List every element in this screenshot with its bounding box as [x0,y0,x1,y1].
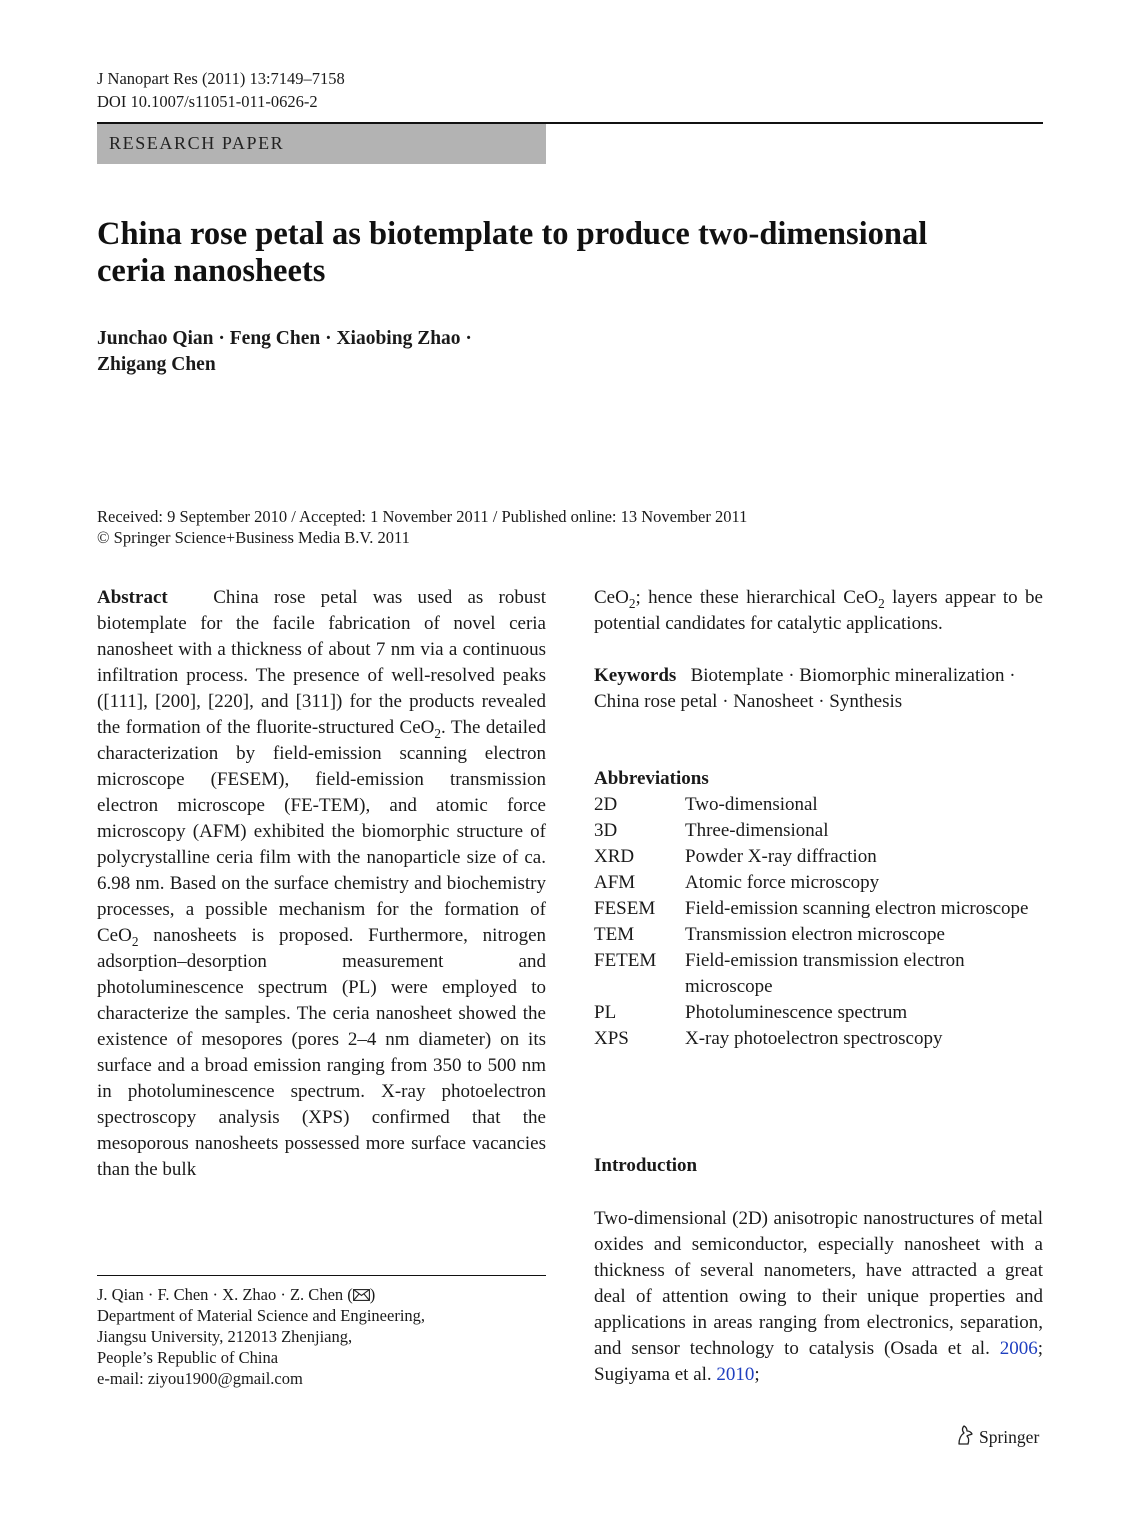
abbrev-term: 3D [594,820,618,841]
abbrev-definition: Powder X-ray diffraction [685,846,877,867]
abbrev-term: 2D [594,794,618,815]
abbrev-term: XRD [594,846,635,867]
abstract-cont-2: ; hence these hierarchical CeO [635,587,879,608]
section-label: RESEARCH PAPER [109,133,285,153]
abbrev-definition: Field-emission transmission electron microscope [685,950,965,997]
envelope-icon [353,1285,370,1304]
abstract-text-1: China rose petal was used as robust biotemplate for the facile fabrication of novel ceria nanosheet with a thickness of about 7 nm via a continuous infiltration process. The presence of well-resolved peaks ([111], [200], [220], and [311]) for the products revealed the formation of the fluorite-structured CeO [97,587,546,738]
abbrev-row [594,1026,1043,1052]
affiliation-authors: J. Qian · F. Chen · X. Zhao · Z. Chen ( ) [97,1285,376,1304]
abbrev-definition: Three-dimensional [685,820,829,841]
abbrev-row [594,896,1043,922]
affiliation-department: Department of Material Science and Engineering, [97,1306,426,1325]
abstract-continuation [594,585,1043,637]
abstract-cont-3: layers appear to be potential candidates for catalytic applications. [594,587,1043,634]
affiliation-university: Jiangsu University, 212013 Zhenjiang, [97,1327,353,1346]
abstract-cont-sub-2: 2 [878,595,885,611]
abbrev-definition: Transmission electron microscope [685,924,945,945]
abstract-cont-1: CeO [594,587,629,608]
abstract-text-2: . The detailed characterization by field-emission scanning electron microscope (FESEM), field-emission transmission electron microscope (FE-TEM), and atomic force microscopy (AFM) exhibited the biomorphic structure of polycrystalline ceria film with the nanoparticle size of ca. 6.98 nm. Based on the surface chemistry and biochemistry processes, a possible mechanism for the formation of CeO [97,717,546,946]
history-dates: Received: 9 September 2010 / Accepted: 1 November 2011 / Published online: 13 November 2011 [97,507,748,526]
springer-horse-icon [955,1424,979,1451]
abbrev-term: AFM [594,872,636,893]
abbrev-row [594,818,1043,844]
abstract [97,585,546,1183]
intro-body: Two-dimensional (2D) anisotropic nanostructures of metal oxides and semiconductor, especially nanosheet with a thickness of several nanometers, have attracted a great deal of attention owing to their unique properties and applications in areas ranging from electronics, separation, and sensor technology to catalysis (Osada et al. [594,1208,1043,1359]
abbrev-row [594,922,1043,948]
intro-mid: ; Sugiyama et al. [594,1338,1043,1385]
abbrev-row [594,844,1043,870]
abstract-sub-1: 2 [434,725,442,741]
authors-line-1: Junchao Qian · Feng Chen · Xiaobing Zhao · [97,328,472,349]
abbreviations-heading: Abbreviations [594,768,709,789]
publisher-logo [955,1424,1039,1451]
citation-link[interactable]: 2010 [716,1364,755,1385]
abbrev-row [594,1000,1043,1026]
abbrev-row [594,870,1043,896]
authors-line-2: Zhigang Chen [97,354,216,375]
abbrev-term: TEM [594,924,635,945]
title-line-1: China rose petal as biotemplate to produce two-dimensional [97,216,928,252]
section-banner [97,124,546,164]
abstract-label: Abstract [97,587,168,608]
introduction-text [594,1206,1043,1388]
affiliation-email[interactable]: e-mail: ziyou1900@gmail.com [97,1369,303,1388]
abbrev-definition: Atomic force microscopy [685,872,880,893]
keywords-text: Biotemplate · Biomorphic mineralization · China rose petal · Nanosheet · Synthesis [594,665,1016,712]
footnote-rule [97,1275,546,1276]
abbrev-term: FESEM [594,898,656,919]
doi: DOI 10.1007/s11051-011-0626-2 [97,92,318,111]
journal-citation: J Nanopart Res (2011) 13:7149–7158 [97,69,345,88]
abstract-text-3: nanosheets is proposed. Furthermore, nitrogen adsorption–desorption measurement and photoluminescence spectrum (PL) were employed to characterize the samples. The ceria nanosheet showed the existence of mesopores (pores 2–4 nm diameter) on its surface and a broad emission ranging from 350 to 500 nm in photoluminescence spectrum. X-ray photoelectron spectroscopy analysis (XPS) confirmed that the mesoporous nanosheets possessed more surface vacancies than the bulk [97,925,546,1180]
title-line-2: ceria nanosheets [97,253,326,289]
journal-header [97,67,345,113]
abbrev-row [594,792,1043,818]
abstract-cont-sub-1: 2 [628,595,636,611]
introduction-heading: Introduction [594,1155,698,1176]
abbrev-definition: X-ray photoelectron spectroscopy [685,1028,943,1049]
abbrev-definition: Two-dimensional [685,794,818,815]
keywords-label: Keywords [594,665,677,686]
abbrev-term: FETEM [594,950,657,971]
citation-link[interactable]: 2006 [999,1338,1038,1359]
intro-end: ; [754,1364,760,1385]
copyright: © Springer Science+Business Media B.V. 2011 [97,528,410,547]
abbrev-definition: Field-emission scanning electron microscope [685,898,1029,919]
abstract-sub-2: 2 [131,933,139,949]
abbrev-row [594,948,1043,1000]
abbrev-term: PL [594,1002,617,1023]
author-list [97,326,472,378]
publisher-name: Springer [979,1427,1040,1447]
keywords [594,663,1043,715]
abbrev-term: XPS [594,1028,629,1049]
affiliation [97,1284,425,1389]
publication-history [97,506,747,548]
affiliation-country: People’s Republic of China [97,1348,279,1367]
paper-title [97,216,1043,290]
abbrev-definition: Photoluminescence spectrum [685,1002,908,1023]
abbreviations [594,766,1043,1052]
